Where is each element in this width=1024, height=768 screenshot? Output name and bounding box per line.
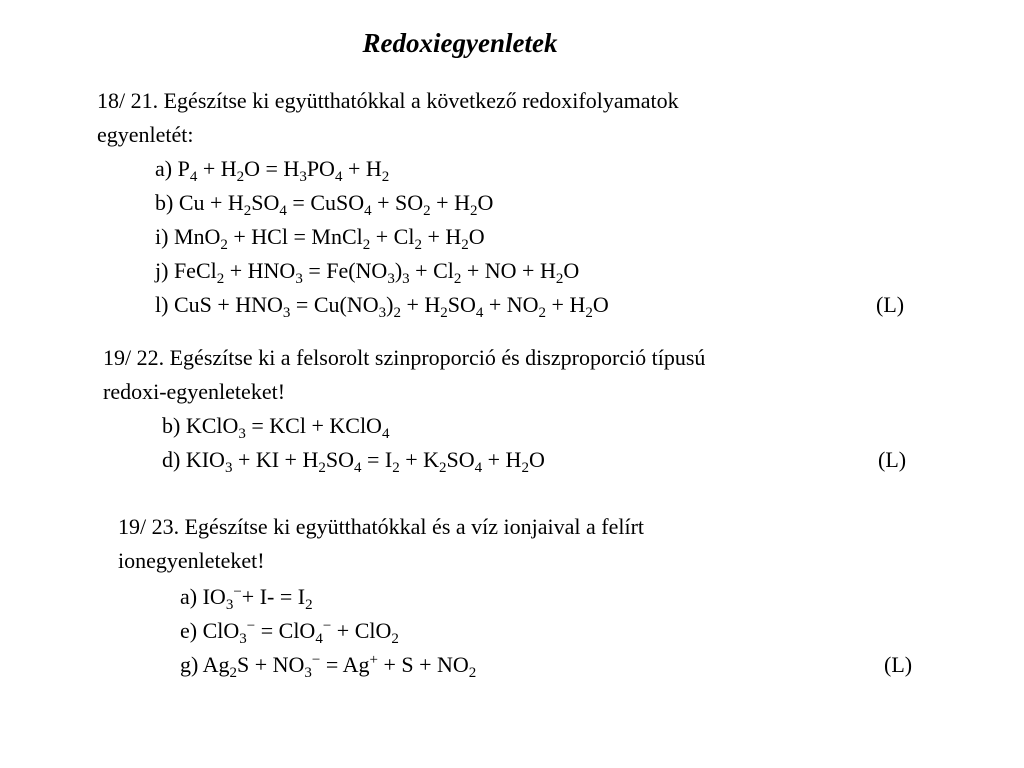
subscript: 2 [216, 271, 225, 287]
equation-text: + HNO [224, 258, 296, 283]
equation-text: SO [251, 190, 280, 215]
equation [155, 224, 485, 253]
subscript: 2 [305, 597, 313, 613]
equation-text: + Cl [409, 258, 454, 283]
equation-text: l) CuS + HNO [155, 292, 283, 317]
subscript: 4 [474, 460, 483, 476]
subscript: 2 [468, 665, 477, 681]
equation-text: SO [446, 447, 475, 472]
solution-mark: (L) [878, 447, 907, 472]
equation-text: S + NO [237, 652, 305, 677]
equation [180, 618, 399, 647]
equation-text: + NO [483, 292, 539, 317]
exercise-heading: egyenletét: [97, 122, 194, 147]
solution-mark: (L) [876, 292, 905, 317]
exercise-heading: ionegyenleteket! [118, 548, 265, 573]
subscript: 2 [392, 460, 400, 476]
subscript: 2 [393, 305, 401, 321]
subscript: 2 [318, 460, 326, 476]
equation-text: b) Cu + H [155, 190, 244, 215]
subscript: 4 [315, 631, 323, 647]
subscript: 2 [469, 203, 478, 219]
equation-text: e) ClO [180, 618, 240, 643]
equation-text: = Fe(NO [302, 258, 388, 283]
superscript: − [322, 618, 332, 634]
equation-text: + NO + H [461, 258, 556, 283]
subscript: 3 [387, 271, 395, 287]
equation-text: O [477, 190, 494, 215]
equation [155, 258, 580, 287]
equation-text: g) Ag [180, 652, 230, 677]
equation-text: = I [361, 447, 393, 472]
exercise-heading: redoxi-egyenleteket! [103, 379, 286, 404]
equation [155, 156, 390, 185]
equation-text: = KCl + KClO [245, 413, 382, 438]
solution-mark: (L) [884, 652, 913, 677]
subscript: 3 [224, 460, 233, 476]
subscript: 2 [362, 237, 371, 253]
subscript: 3 [239, 631, 247, 647]
equation-text: + H [482, 447, 522, 472]
equation-text: PO [306, 156, 335, 181]
subscript: 3 [282, 305, 291, 321]
equation-text: O [592, 292, 609, 317]
equation-text: + H [400, 292, 441, 317]
subscript: 3 [225, 597, 234, 613]
subscript: 3 [304, 665, 312, 681]
subscript: 2 [555, 271, 564, 287]
equation-text: j) FeCl [155, 258, 217, 283]
equation-text: O [563, 258, 580, 283]
exercise-heading: 19/ 23. Egészítse ki együtthatókkal és a víz ionjaival a felírt [118, 514, 645, 539]
subscript: 2 [391, 631, 399, 647]
subscript: 4 [279, 203, 287, 219]
equation-text: + H [546, 292, 586, 317]
equation-text: i) MnO [155, 224, 221, 249]
equation-text: + K [399, 447, 440, 472]
subscript: 2 [585, 305, 593, 321]
subscript: 2 [453, 271, 462, 287]
superscript: − [246, 618, 256, 634]
equation [162, 447, 545, 476]
subscript: 2 [521, 460, 529, 476]
equation-text: O = H [244, 156, 300, 181]
subscript: 3 [378, 305, 387, 321]
subscript: 3 [295, 271, 303, 287]
equation-text: b) KClO [162, 413, 239, 438]
equation [155, 190, 494, 219]
equation-text: + I- = I [241, 584, 306, 609]
subscript: 2 [440, 305, 448, 321]
subscript: 4 [189, 169, 198, 185]
equation-text: + ClO [331, 618, 392, 643]
subscript: 2 [423, 203, 431, 219]
equation-text: + S + NO [377, 652, 469, 677]
exercise-heading: 19/ 22. Egészítse ki a felsorolt szinproporció és diszproporció típusú [103, 345, 706, 370]
superscript: + [369, 652, 378, 668]
equation-text: + Cl [370, 224, 415, 249]
subscript: 3 [299, 169, 307, 185]
subscript: 4 [475, 305, 484, 321]
equation-text: + H [342, 156, 382, 181]
equation-text: + H [430, 190, 470, 215]
equation-text: a) P [155, 156, 190, 181]
subscript: 2 [243, 203, 252, 219]
equation [155, 292, 609, 321]
exercise-heading: 18/ 21. Egészítse ki együtthatókkal a következő redoxifolyamatok [97, 88, 679, 113]
subscript: 4 [364, 203, 372, 219]
subscript: 2 [236, 169, 245, 185]
equation-text: d) KIO [162, 447, 225, 472]
equation-text: + HCl = MnCl [227, 224, 363, 249]
subscript: 2 [538, 305, 547, 321]
equation-text: SO [325, 447, 354, 472]
equation [162, 413, 390, 442]
equation-text: = Ag [320, 652, 370, 677]
subscript: 2 [414, 237, 422, 253]
equation-text: + H [421, 224, 462, 249]
equation [180, 652, 477, 681]
subscript: 2 [220, 237, 228, 253]
superscript: − [311, 652, 321, 668]
page-title: Redoxiegyenletek [362, 28, 558, 58]
equation-text: + SO [371, 190, 424, 215]
equation-text: ) [386, 292, 394, 317]
equation-text: + KI + H [232, 447, 319, 472]
subscript: 2 [439, 460, 447, 476]
equation-text: SO [447, 292, 476, 317]
superscript: − [233, 584, 242, 600]
subscript: 2 [381, 169, 390, 185]
equation-text: a) IO [180, 584, 226, 609]
equation-text: ) [394, 258, 403, 283]
equation-text: O [468, 224, 485, 249]
subscript: 2 [229, 665, 237, 681]
subscript: 3 [238, 426, 246, 442]
equation-text: O [528, 447, 545, 472]
equation [180, 584, 313, 613]
equation-text: = CuSO [286, 190, 365, 215]
subscript: 4 [353, 460, 362, 476]
equation-text: = Cu(NO [290, 292, 379, 317]
equation-text: + H [197, 156, 237, 181]
subscript: 4 [334, 169, 343, 185]
subscript: 4 [381, 426, 390, 442]
subscript: 3 [402, 271, 410, 287]
subscript: 2 [461, 237, 469, 253]
equation-text: = ClO [255, 618, 316, 643]
